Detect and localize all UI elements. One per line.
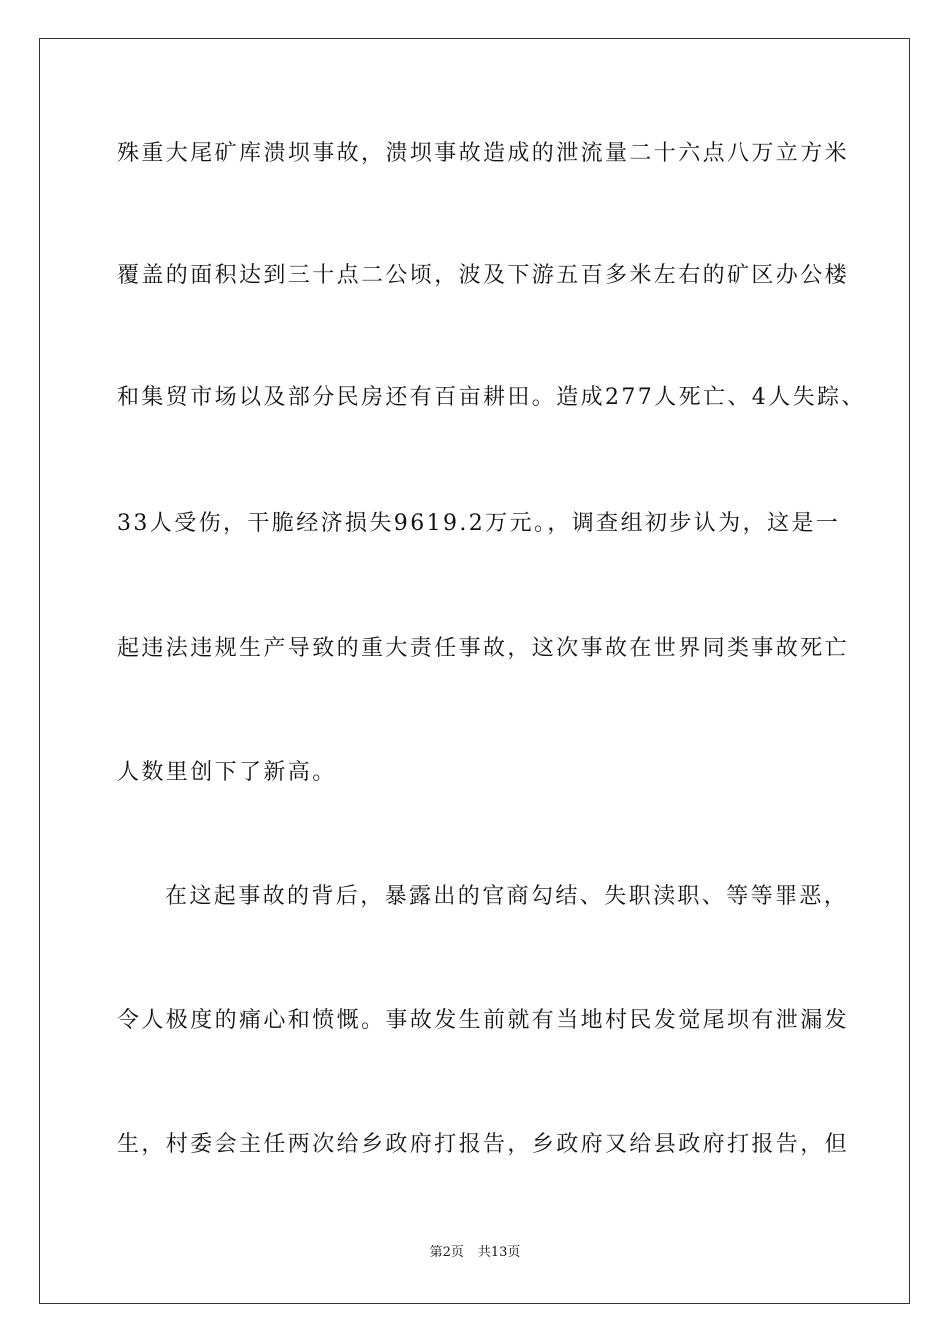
text-line: 殊重大尾矿库溃坝事故，溃坝事故造成的泄流量二十六点八万立方米: [117, 141, 850, 166]
page-total: 共13页: [477, 1245, 521, 1260]
text-line: 和集贸市场以及部分民房还有百亩耕田。造成277人死亡、4人失踪、: [117, 385, 866, 410]
page-footer: [0, 1244, 950, 1262]
text-line: 覆盖的面积达到三十点二公顷，波及下游五百多米左右的矿区办公楼: [117, 263, 850, 288]
paragraph-first-line: 在这起事故的背后，暴露出的官商勾结、失职渎职、等等罪恶，: [165, 884, 849, 909]
text-line: 生，村委会主任两次给乡政府打报告，乡政府又给县政府打报告，但: [117, 1132, 850, 1157]
page-number: 第2页: [429, 1245, 464, 1260]
text-line: 33人受伤，干脆经济损失9619.2万元。，调查组初步认为，这是一: [117, 511, 841, 536]
text-line: 人数里创下了新高。: [117, 760, 337, 785]
page-border: [39, 38, 910, 1304]
text-line: 起违法违规生产导致的重大责任事故，这次事故在世界同类事故死亡: [117, 636, 850, 661]
text-line: 令人极度的痛心和愤慨。事故发生前就有当地村民发觉尾坝有泄漏发: [117, 1008, 850, 1033]
